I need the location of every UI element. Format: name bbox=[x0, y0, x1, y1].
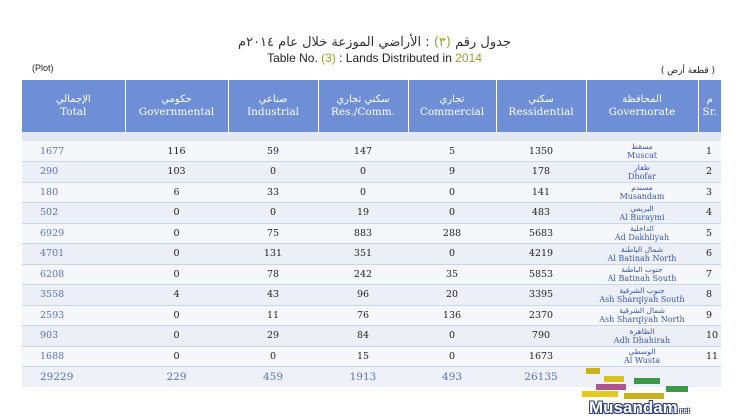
cell-sr: 10 bbox=[698, 326, 721, 347]
governorate-name-en: Al Batinah South bbox=[607, 274, 677, 284]
governorate-name-en: Ash Sharqiyah North bbox=[599, 315, 685, 325]
table-row bbox=[22, 223, 721, 244]
cell-commercial: 0 bbox=[408, 326, 496, 347]
cell-residential: 5853 bbox=[496, 264, 586, 285]
col-header-governmental: حكومي Governmental bbox=[125, 80, 228, 132]
title-ar-number: (٣) bbox=[433, 35, 451, 50]
total-total: 29229 bbox=[22, 367, 125, 387]
col-header-governorate: المحافظة Governorate bbox=[586, 80, 698, 132]
cell-governmental: 0 bbox=[125, 244, 228, 265]
governorate-name-ar: ظفار bbox=[634, 162, 650, 172]
unit-label-arabic: ( قطعة أرض ) bbox=[660, 66, 715, 76]
col-header-commercial: تجاري Commercial bbox=[408, 80, 496, 132]
cell-governorate bbox=[586, 203, 698, 224]
governorate-name-ar: جنوب الشرقية bbox=[619, 285, 665, 295]
governorate-name-en: Musandam bbox=[619, 192, 665, 202]
governorate-name-ar: شمال الباطنة bbox=[621, 244, 663, 254]
governorate-name-ar: جنوب الباطنة bbox=[621, 265, 663, 275]
cell-sr: 1 bbox=[698, 141, 721, 162]
governorate-name-ar: الظاهرة bbox=[629, 326, 655, 336]
cell-sr: 5 bbox=[698, 223, 721, 244]
cell-residential: 3395 bbox=[496, 285, 586, 306]
header-row bbox=[22, 80, 721, 132]
cell-residential: 1350 bbox=[496, 141, 586, 162]
cell-sr: 4 bbox=[698, 203, 721, 224]
cell-industrial: 33 bbox=[228, 182, 318, 203]
total-gov: 229 bbox=[125, 367, 228, 387]
cell-commercial: 288 bbox=[408, 223, 496, 244]
cell-governmental: 4 bbox=[125, 285, 228, 306]
cell-res-comm: 242 bbox=[318, 264, 408, 285]
total-comm: 493 bbox=[408, 367, 496, 387]
cell-total: 290 bbox=[22, 162, 125, 183]
governorate-name-ar: شمال الشرقية bbox=[619, 306, 665, 316]
musandam-watermark-logo bbox=[574, 362, 749, 420]
total-res: 26135 bbox=[496, 367, 586, 387]
cell-sr: 7 bbox=[698, 264, 721, 285]
cell-commercial: 20 bbox=[408, 285, 496, 306]
cell-governorate bbox=[586, 305, 698, 326]
cell-commercial: 0 bbox=[408, 244, 496, 265]
cell-total: 6208 bbox=[22, 264, 125, 285]
cell-total: 4701 bbox=[22, 244, 125, 265]
cell-res-comm: 84 bbox=[318, 326, 408, 347]
cell-sr: 3 bbox=[698, 182, 721, 203]
cell-industrial: 29 bbox=[228, 326, 318, 347]
cell-governmental: 6 bbox=[125, 182, 228, 203]
cell-industrial: 78 bbox=[228, 264, 318, 285]
cell-industrial: 0 bbox=[228, 346, 318, 367]
cell-residential: 1673 bbox=[496, 346, 586, 367]
cell-res-comm: 76 bbox=[318, 305, 408, 326]
cell-total: 1688 bbox=[22, 346, 125, 367]
governorate-name-en: Ash Sharqiyah South bbox=[599, 294, 685, 304]
governorate-name-en: Muscat bbox=[627, 151, 657, 160]
governorate-name-en: Al Buraymi bbox=[619, 212, 665, 222]
title-en-prefix: Table No. bbox=[267, 51, 318, 65]
cell-industrial: 43 bbox=[228, 285, 318, 306]
cell-res-comm: 147 bbox=[318, 141, 408, 162]
governorate-name-ar: مسقط bbox=[631, 142, 653, 151]
cell-residential: 2370 bbox=[496, 305, 586, 326]
cell-governmental: 116 bbox=[125, 141, 228, 162]
cell-res-comm: 351 bbox=[318, 244, 408, 265]
cell-res-comm: 96 bbox=[318, 285, 408, 306]
title-en-year: 2014 bbox=[455, 51, 482, 65]
table-row bbox=[22, 244, 721, 265]
governorate-name-en: Al Batinah North bbox=[607, 253, 677, 263]
table-row bbox=[22, 182, 721, 203]
cell-governmental: 0 bbox=[125, 346, 228, 367]
title-en-number: (3) bbox=[321, 51, 336, 65]
cell-res-comm: 0 bbox=[318, 182, 408, 203]
total-rescomm: 1913 bbox=[318, 367, 408, 387]
cell-total: 6929 bbox=[22, 223, 125, 244]
col-header-res-comm: سكني تجاري Res./Comm. bbox=[318, 80, 408, 132]
col-header-residential: سكني Ressidential bbox=[496, 80, 586, 132]
cell-governmental: 0 bbox=[125, 223, 228, 244]
cell-residential: 790 bbox=[496, 326, 586, 347]
cell-governorate bbox=[586, 141, 698, 162]
cell-commercial: 35 bbox=[408, 264, 496, 285]
cell-total: 903 bbox=[22, 326, 125, 347]
cell-total: 180 bbox=[22, 182, 125, 203]
cell-commercial: 9 bbox=[408, 162, 496, 183]
cell-sr: 9 bbox=[698, 305, 721, 326]
cell-industrial: 75 bbox=[228, 223, 318, 244]
cell-commercial: 0 bbox=[408, 346, 496, 367]
cell-sr: 11 bbox=[698, 346, 721, 367]
cell-res-comm: 883 bbox=[318, 223, 408, 244]
cell-governmental: 103 bbox=[125, 162, 228, 183]
cell-residential: 5683 bbox=[496, 223, 586, 244]
total-ind: 459 bbox=[228, 367, 318, 387]
table-row bbox=[22, 203, 721, 224]
cell-total: 502 bbox=[22, 203, 125, 224]
col-header-sr: م Sr. bbox=[698, 80, 721, 132]
cell-governorate bbox=[586, 162, 698, 183]
governorate-name-en: Dhofar bbox=[628, 171, 656, 181]
cell-residential: 4219 bbox=[496, 244, 586, 265]
governorate-name-ar: الداخلية bbox=[630, 224, 654, 234]
cell-residential: 178 bbox=[496, 162, 586, 183]
cell-commercial: 0 bbox=[408, 182, 496, 203]
cell-governorate bbox=[586, 182, 698, 203]
cell-sr: 8 bbox=[698, 285, 721, 306]
cell-governorate bbox=[586, 326, 698, 347]
watermark-wordmark: Musandam.net bbox=[589, 398, 690, 417]
cell-sr: 2 bbox=[698, 162, 721, 183]
cell-residential: 483 bbox=[496, 203, 586, 224]
cell-commercial: 0 bbox=[408, 203, 496, 224]
cell-governmental: 0 bbox=[125, 326, 228, 347]
cell-governorate bbox=[586, 223, 698, 244]
cell-residential: 141 bbox=[496, 182, 586, 203]
lands-table bbox=[22, 80, 721, 387]
table-row bbox=[22, 326, 721, 347]
title-en-middle: : Lands Distributed in bbox=[339, 51, 452, 65]
table-row bbox=[22, 162, 721, 183]
col-header-total: الإجمالي Total bbox=[22, 80, 125, 132]
cell-governorate bbox=[586, 285, 698, 306]
governorate-name-en: Adh Dhahirah bbox=[613, 335, 671, 345]
title-arabic bbox=[0, 35, 749, 50]
table-row bbox=[22, 141, 721, 162]
unit-label-english: (Plot) bbox=[32, 63, 54, 73]
governorate-name-en: Ad Dakhliyah bbox=[614, 233, 670, 243]
cell-governorate bbox=[586, 264, 698, 285]
cell-commercial: 5 bbox=[408, 141, 496, 162]
title-ar-prefix: جدول رقم bbox=[455, 35, 511, 50]
cell-governmental: 0 bbox=[125, 305, 228, 326]
cell-industrial: 0 bbox=[228, 162, 318, 183]
cell-industrial: 59 bbox=[228, 141, 318, 162]
table-row bbox=[22, 305, 721, 326]
governorate-name-ar: مسندم bbox=[631, 183, 653, 193]
title-ar-suffix: : الأراضي الموزعة خلال عام ٢٠١٤م bbox=[238, 35, 430, 50]
governorate-name-ar: الوسطى bbox=[628, 347, 656, 357]
cell-total: 1677 bbox=[22, 141, 125, 162]
cell-sr: 6 bbox=[698, 244, 721, 265]
cell-res-comm: 15 bbox=[318, 346, 408, 367]
cell-total: 2593 bbox=[22, 305, 125, 326]
col-header-industrial: صناعي Industrial bbox=[228, 80, 318, 132]
cell-total: 3558 bbox=[22, 285, 125, 306]
cell-res-comm: 19 bbox=[318, 203, 408, 224]
governorate-name-en: Al Wusta bbox=[623, 356, 661, 366]
cell-res-comm: 0 bbox=[318, 162, 408, 183]
table-row bbox=[22, 264, 721, 285]
table-row bbox=[22, 285, 721, 306]
cell-industrial: 131 bbox=[228, 244, 318, 265]
cell-governmental: 0 bbox=[125, 203, 228, 224]
cell-industrial: 11 bbox=[228, 305, 318, 326]
cell-governorate bbox=[586, 244, 698, 265]
cell-governmental: 0 bbox=[125, 264, 228, 285]
cell-industrial: 0 bbox=[228, 203, 318, 224]
governorate-name-ar: البريمي bbox=[630, 203, 654, 213]
title-english bbox=[0, 51, 749, 65]
cell-commercial: 136 bbox=[408, 305, 496, 326]
